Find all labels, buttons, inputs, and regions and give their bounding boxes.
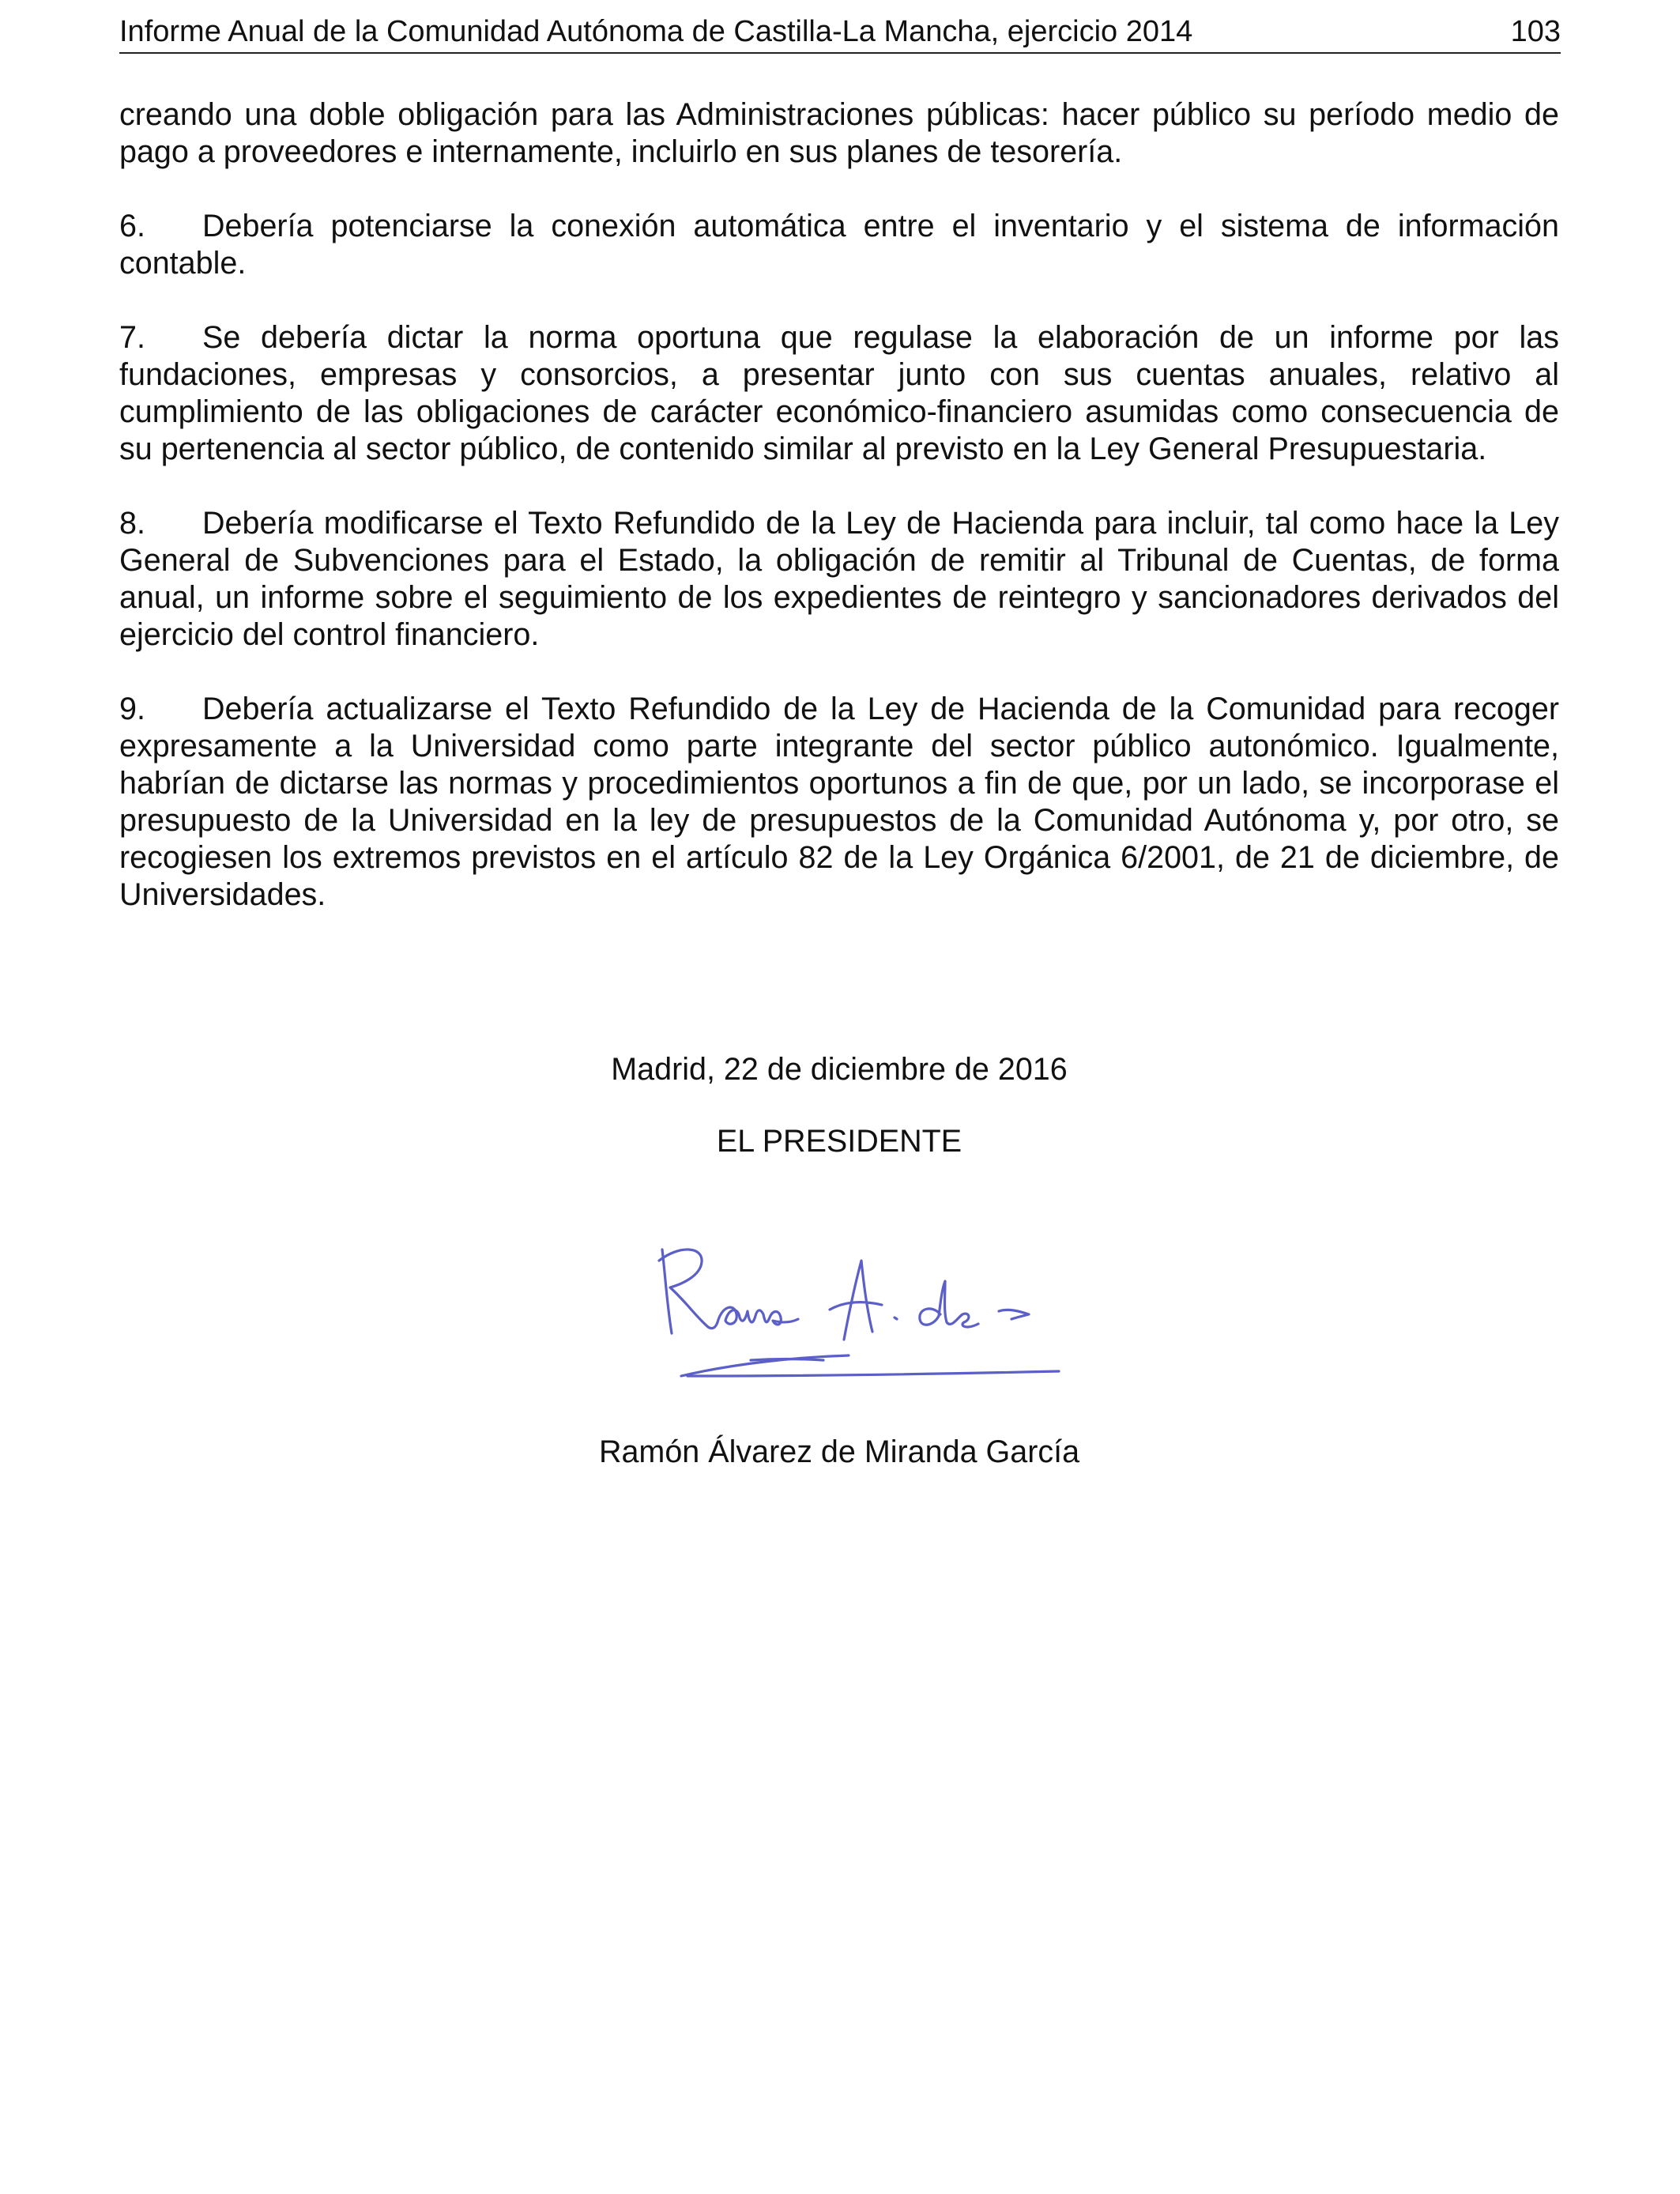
recommendation-item-7 xyxy=(119,319,1559,468)
recommendation-item-9 xyxy=(119,691,1559,914)
item-number: 7. xyxy=(119,320,145,355)
page-number: 103 xyxy=(1510,15,1561,48)
item-text: Debería potenciarse la conexión automática entre el inventario y el sistema de información contable. xyxy=(119,209,1559,281)
recommendation-item-8 xyxy=(119,505,1559,654)
handwritten-signature xyxy=(640,1229,1067,1387)
recommendation-item-6 xyxy=(119,208,1559,282)
header-title: Informe Anual de la Comunidad Autónoma de Castilla-La Mancha, ejercicio 2014 xyxy=(119,15,1193,48)
page-header xyxy=(119,11,1561,54)
item-number: 6. xyxy=(119,209,145,243)
item-number: 8. xyxy=(119,506,145,541)
continuation-paragraph: creando una doble obligación para las Administraciones públicas: hacer público su período medio de pago a proveedores e internamente, incluirlo en sus planes de tesorería. xyxy=(119,97,1559,169)
signer-role: EL PRESIDENTE xyxy=(716,1124,962,1159)
item-number: 9. xyxy=(119,692,145,726)
item-text: Debería actualizarse el Texto Refundido de la Ley de Hacienda de la Comunidad para recoger expresamente a la Universidad como parte integrante del sector público autonómico. Igualmente, habrían de dictarse las normas y procedimientos oportunos a fin de que, por un lado, se incorporase el presupuesto de la Universidad en la ley de presupuestos de la Comunidad Autónoma y, por otro, se recogiesen los extremos previstos en el artículo 82 de la Ley Orgánica 6/2001, de 21 de diciembre, de Universidades. xyxy=(119,692,1559,912)
document-body xyxy=(119,96,1559,951)
item-text: Debería modificarse el Texto Refundido de la Ley de Hacienda para incluir, tal como hace la Ley General de Subvenciones para el Estado, la obligación de remitir al Tribunal de Cuentas, de forma anual, un informe sobre el seguimiento de los expedientes de reintegro y sancionadores derivados del ejercicio del control financiero. xyxy=(119,506,1559,652)
signing-date: Madrid, 22 de diciembre de 2016 xyxy=(611,1052,1068,1087)
signer-name: Ramón Álvarez de Miranda García xyxy=(598,1434,1080,1469)
item-text: Se debería dictar la norma oportuna que regulase la elaboración de un informe por las fundaciones, empresas y consorcios, a presentar junto con sus cuentas anuales, relativo al cumplimiento de las obligaciones de carácter económico-financiero asumidas como consecuencia de su pertenencia al sector público, de contenido similar al previsto en la Ley General Presupuestaria. xyxy=(119,320,1559,466)
